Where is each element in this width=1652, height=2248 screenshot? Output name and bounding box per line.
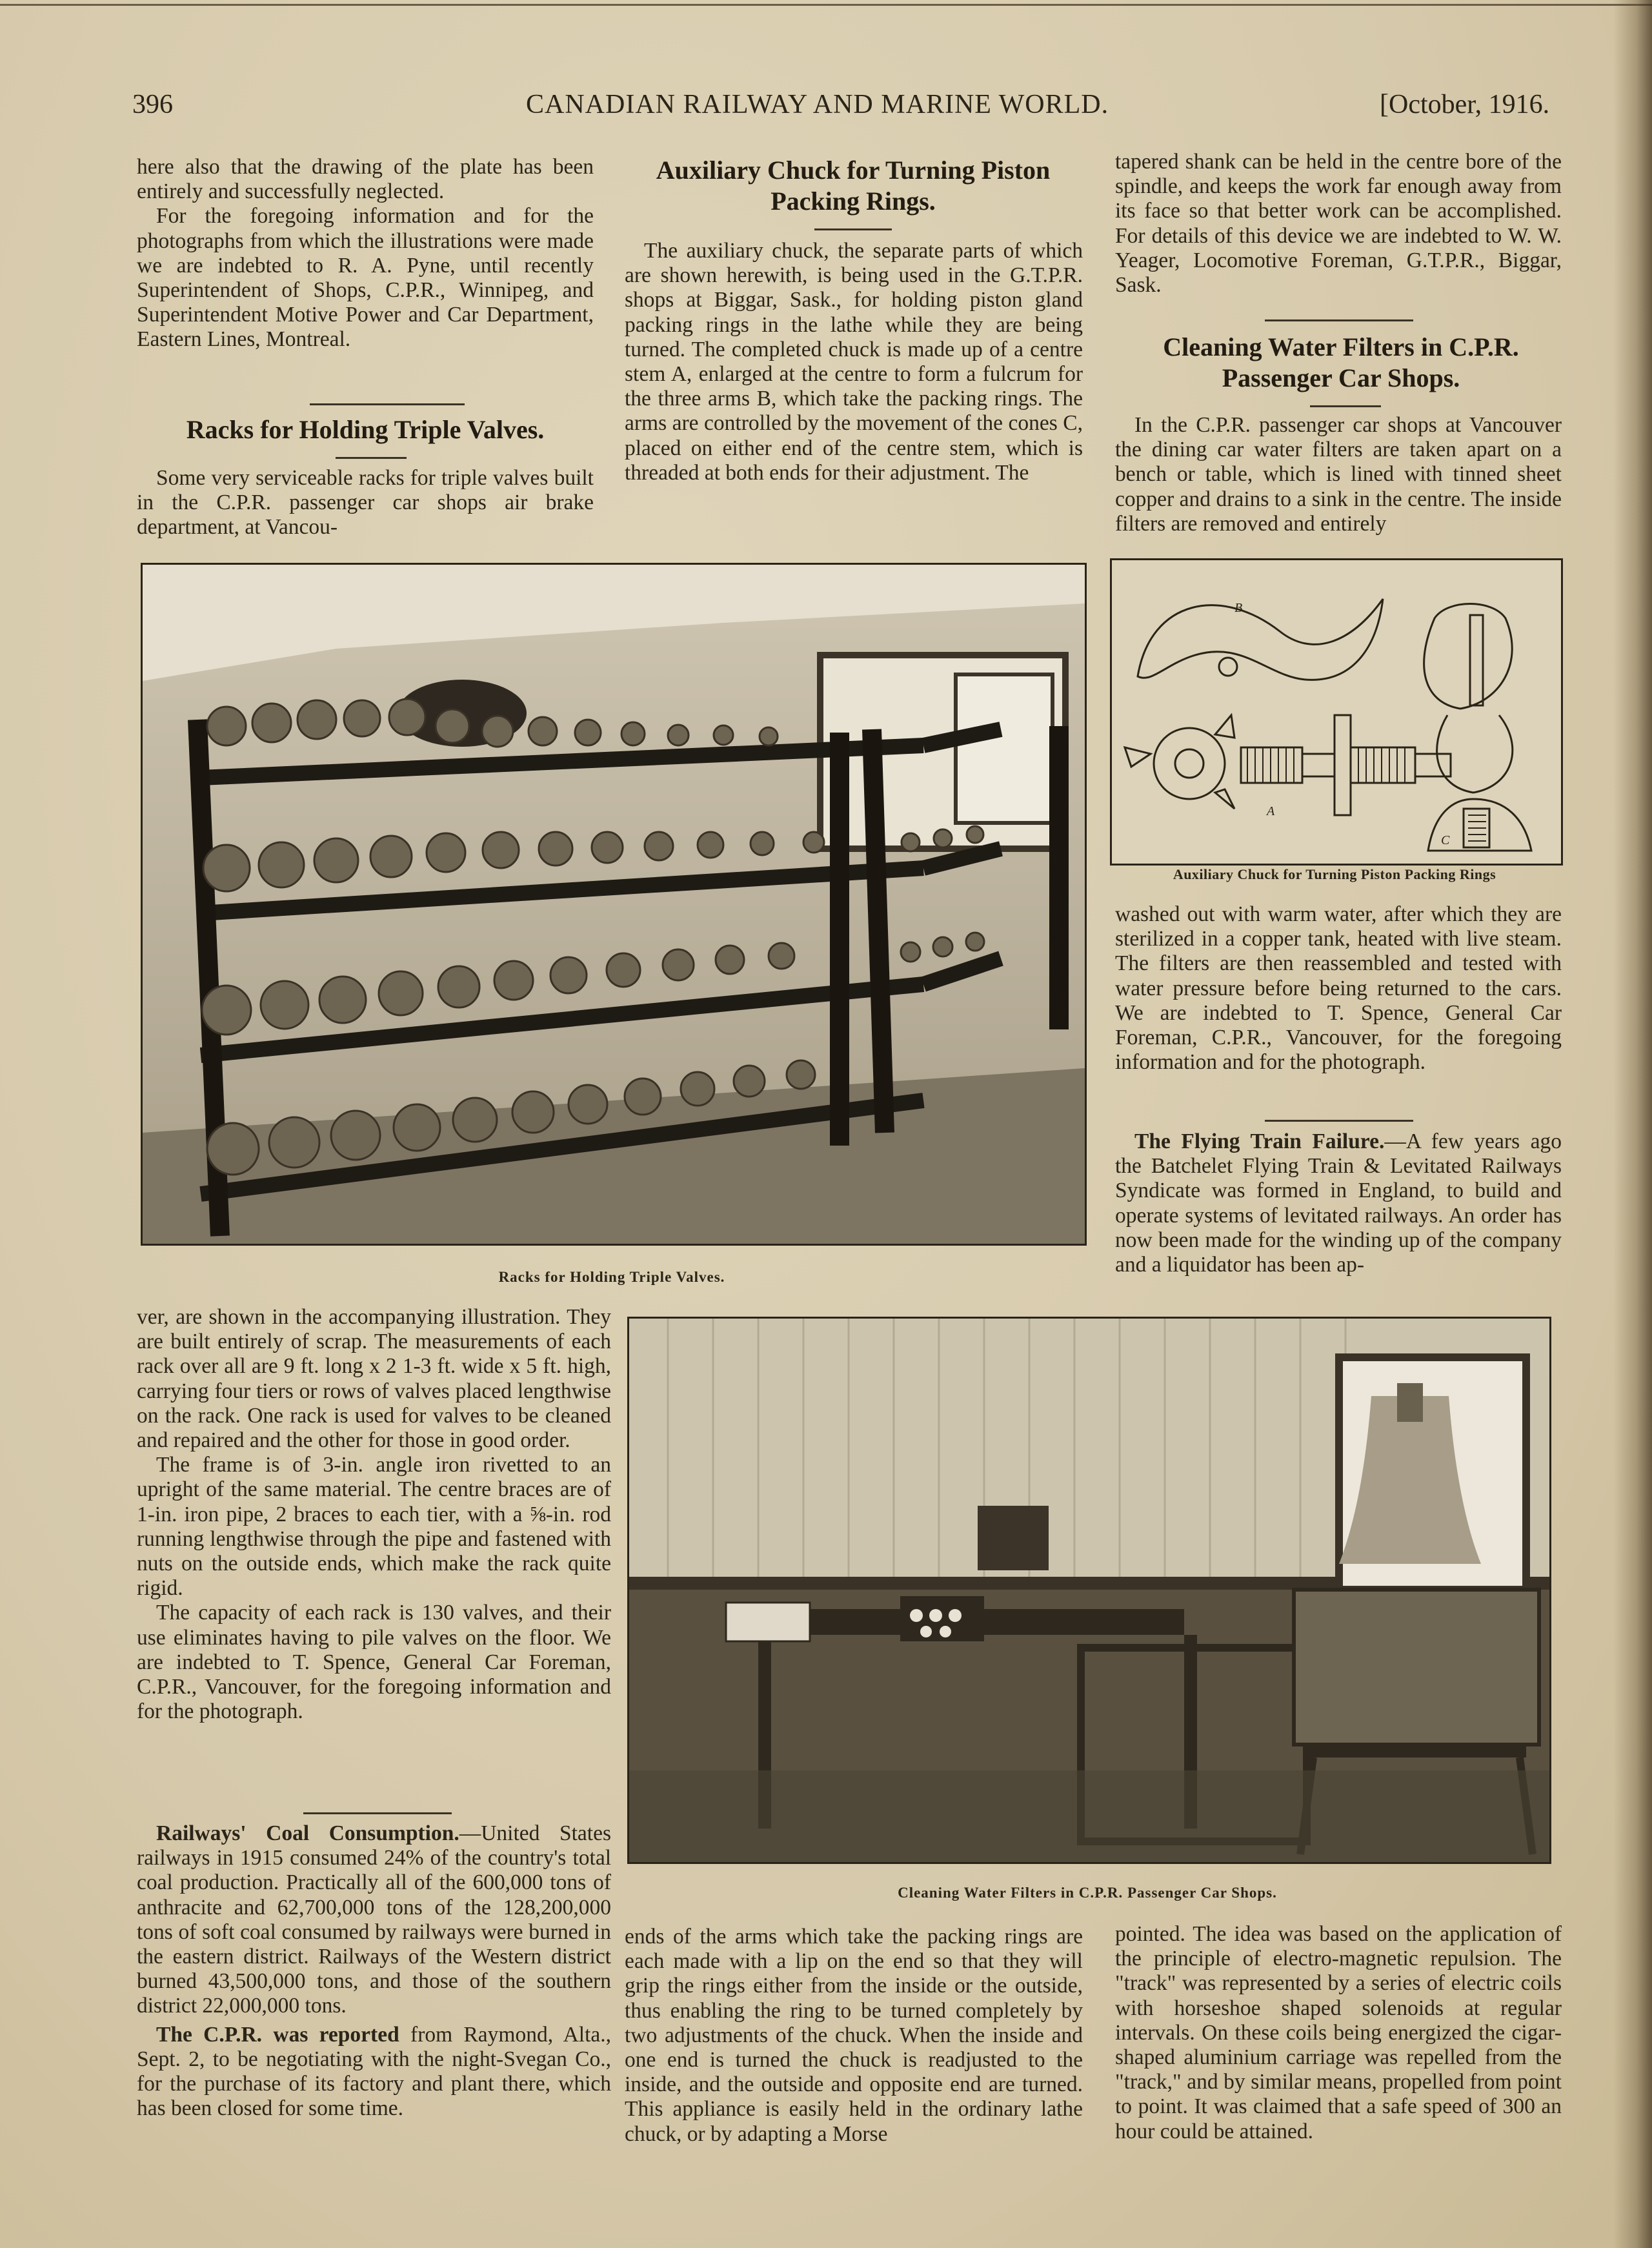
chuck-diagram <box>1110 558 1563 866</box>
racks-continued <box>137 1305 611 1724</box>
section-rule <box>303 1812 452 1814</box>
racks-photo <box>141 563 1087 1246</box>
racks-intro-text: Some very serviceable racks for triple valves built in the C.P.R. passenger car shops air brake department, at Vancou- <box>137 466 594 540</box>
section-rule <box>310 403 465 405</box>
para-plate: here also that the drawing of the plate has been entirely and successfully neglected. <box>137 155 594 204</box>
chuck-col3-body: tapered shank can be held in the centre bore of the spindle, and keeps the work far enough away from its face so that better work can be accomplished. For details of this device we are indebted to W. W. Yeager, Locomotive Foreman, G.T.P.R., Biggar, Sask. <box>1115 150 1562 298</box>
heading-rule <box>1310 405 1381 407</box>
issue-date: [October, 1916. <box>1380 90 1550 119</box>
racks-para-1: ver, are shown in the accompanying illustration. They are built entirely of scrap. The measurements of each rack over all are 9 ft. long x 2 1-3 ft. wide x 5 ft. high, carrying four tiers or rows of valves placed lengthwise on the rack. One rack is used for valves to be cleaned and repaired and the other for those in good order. <box>137 1305 611 1453</box>
section-rule <box>1265 319 1413 321</box>
chuck-bottom-body: ends of the arms which take the packing rings are each made with a lip on the end so that they will grip the rings either from the inside or the outside, thus enabling the ring to be turned completely by two adjustments of the chuck. When the inside and one end is turned the chuck is readjusted to the inside, and the outside and opposite end are turned. This appliance is easily held in the ordinary lathe chuck, or by adapting a Morse <box>625 1925 1083 2146</box>
chuck-diagram-drawing <box>1112 560 1561 864</box>
page-number: 396 <box>132 90 173 119</box>
racks-photo-image <box>143 565 1085 1244</box>
flying-text <box>1115 1129 1562 1277</box>
coal-text <box>137 1821 611 2121</box>
filters-text <box>1115 413 1562 536</box>
chuck-text <box>625 239 1083 485</box>
chuck-heading: Auxiliary Chuck for Turning Piston Packing Rings. <box>656 156 1051 216</box>
coal-runin: Railways' Coal Consumption. <box>156 1821 459 1845</box>
flying-text-bottom <box>1115 1922 1562 2144</box>
filters-caption: Cleaning Water Filters in C.P.R. Passenger Car Shops. <box>898 1885 1277 1901</box>
chuck-caption: Auxiliary Chuck for Turning Piston Packing Rings <box>1173 866 1496 882</box>
col1-top-text <box>137 155 594 352</box>
racks-heading: Racks for Holding Triple Valves. <box>186 415 545 444</box>
coal-body: —United States railways in 1915 consumed 24% of the country's total coal production. Practically all of the 600,000 tons of anthracite and 62,700,000 tons of the 128,200,000 tons of soft coal consumed by railways were burned in the eastern district. Railways of the Western district burned 43,500,000 tons, and those of the southern district 22,000,000 tons. <box>137 1821 611 2018</box>
chuck-text-bottom <box>625 1925 1083 2147</box>
filters-heading: Cleaning Water Filters in C.P.R. Passenger Car Shops. <box>1163 332 1519 392</box>
label-b: B <box>1234 601 1243 615</box>
flying-runin: The Flying Train Failure. <box>1134 1129 1385 1153</box>
heading-rule <box>336 457 407 459</box>
filters-photo <box>627 1317 1551 1864</box>
label-c: C <box>1441 833 1450 847</box>
racks-para-3: The capacity of each rack is 130 valves, and their use eliminates having to pile valves on the floor. We are indebted to T. Spence, General Car Foreman, C.P.R., Vancouver, for the foregoing information and for the photograph. <box>137 1601 611 1724</box>
filters-cont-body: washed out with warm water, after which they are sterilized in a copper tank, heated with live steam. The filters are then reassembled and tested with water pressure before being returned to the cars. We are indebted to T. Spence, General Car Foreman, C.P.R., Vancouver, for the foregoing information and for the photograph. <box>1115 902 1562 1075</box>
cpr-body: from Raymond, Alta., Sept. 2, to be negotiating with the night-Svegan Co., for the purchase of its factory and plant there, which has been closed for some time. <box>137 2022 612 2121</box>
section-rule <box>1265 1120 1413 1122</box>
heading-rule <box>814 228 892 230</box>
journal-title: CANADIAN RAILWAY AND MARINE WORLD. <box>526 90 1109 119</box>
page-edge-shadow <box>1613 0 1652 2248</box>
flying-bottom-body: pointed. The idea was based on the application of the principle of electro-magnetic repulsion. The "track" was represented by a series of electric coils with horseshoe shaped solenoids at regular intervals. On these coils being energized the cigar-shaped aluminium carriage was repelled from the "track," and by similar means, propelled from point to point. It was claimed that a safe speed of 300 an hour could be attained. <box>1115 1922 1562 2143</box>
racks-caption: Racks for Holding Triple Valves. <box>498 1269 725 1285</box>
top-rule <box>0 4 1652 6</box>
cpr-runin: The C.P.R. was reported <box>156 2022 399 2047</box>
flying-body: —A few years ago the Batchelet Flying Train & Levitated Railways Syndicate was formed in England, to build and operate systems of levitated railways. An order has now been made for the winding up of the company and a liquidator has been ap- <box>1115 1129 1562 1277</box>
racks-intro <box>137 466 594 540</box>
filters-text-cont <box>1115 902 1562 1075</box>
chuck-text-col3 <box>1115 150 1562 298</box>
filters-photo-image <box>629 1319 1549 1862</box>
filters-text-body: In the C.P.R. passenger car shops at Vancouver the dining car water filters are taken apart on a bench or table, which is lined with tinned sheet copper and drains to a sink in the centre. The inside filters are removed and entirely <box>1115 413 1562 536</box>
chuck-text-body: The auxiliary chuck, the separate parts of which are shown herewith, is being used in the G.T.P.R. shops at Biggar, Sask., for holding piston gland packing rings in the lathe while they are being turned. The completed chuck is made up of a centre stem A, enlarged at the centre to form a fulcrum for the three arms B, which take the packing rings. The arms are controlled by the movement of the cones C, placed on either end of the centre stem, which is threaded at both ends for their adjustment. The <box>625 239 1083 485</box>
para-acknowledgement-pyne: For the foregoing information and for the photographs from which the illustrations were made we are indebted to R. A. Pyne, until recently Superintendent of Shops, C.P.R., Winnipeg, and Superintendent Motive Power and Car Department, Eastern Lines, Montreal. <box>137 204 594 352</box>
racks-para-2: The frame is of 3-in. angle iron rivetted to an upright of the same material. The centre braces are of 1-in. iron pipe, 2 braces to each tier, with a ⅝-in. rod running lengthwise through the pipe and fastened with nuts on the outside ends, which make the rack quite rigid. <box>137 1453 611 1601</box>
label-a: A <box>1267 804 1275 818</box>
